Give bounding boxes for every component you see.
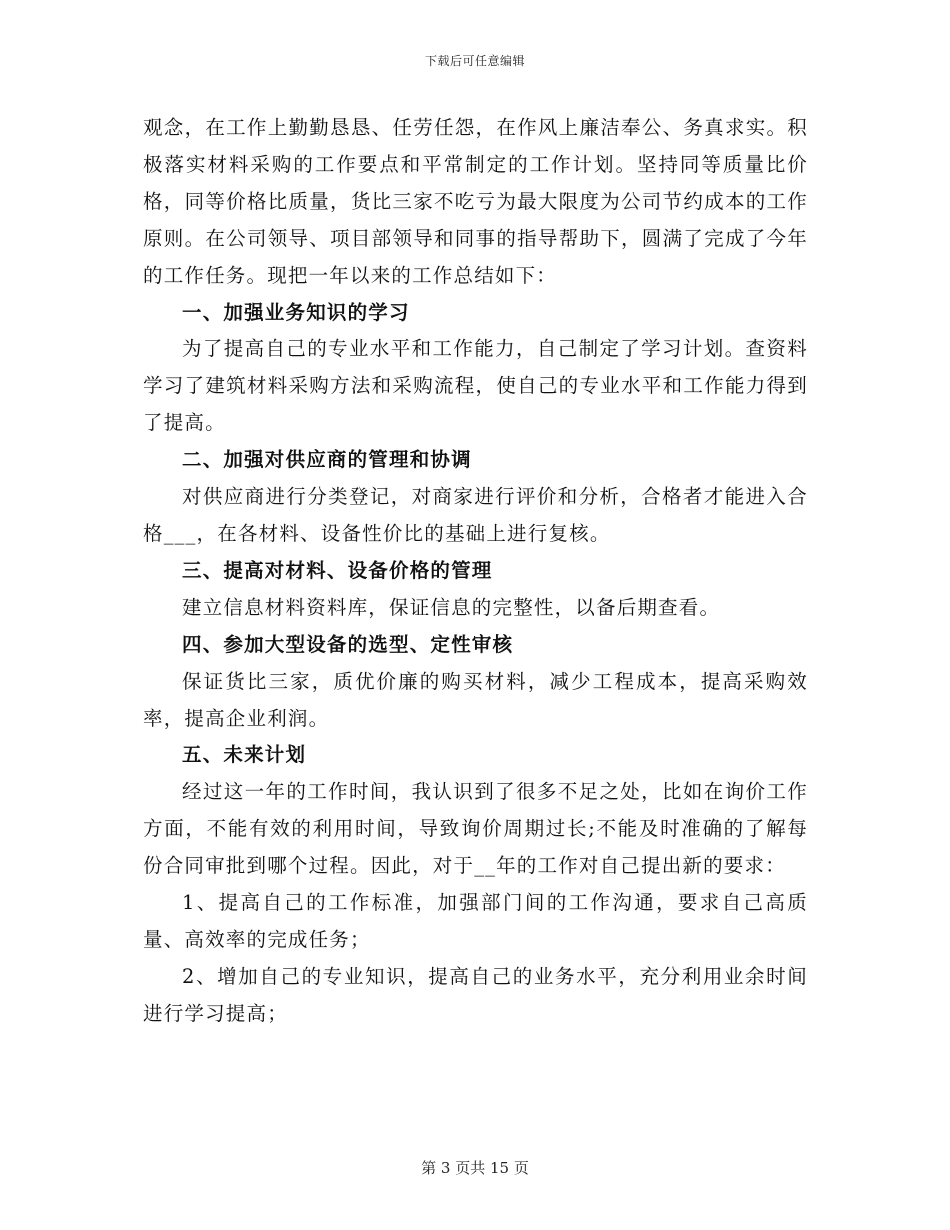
section-heading-4: 四、参加大型设备的选型、定性审核 xyxy=(182,632,514,656)
plan-item-1: 1、提高自己的工作标准，加强部门间的工作沟通，要求自己高质量、高效率的完成任务； xyxy=(143,891,808,951)
plan-item-2: 2、增加自己的专业知识，提高自己的业务水平，充分利用业余时间进行学习提高； xyxy=(143,964,808,1025)
section-paragraph-2: 对供应商进行分类登记，对商家进行评价和分析，合格者才能进入合格___，在各材料、设备性价比的基础上进行复核。 xyxy=(143,485,808,545)
section-paragraph-1: 为了提高自己的专业水平和工作能力，自己制定了学习计划。查资料学习了建筑材料采购方法和采购流程，使自己的专业水平和工作能力得到了提高。 xyxy=(143,337,808,435)
section-heading-5: 五、未来计划 xyxy=(182,743,307,767)
section-heading-2: 二、加强对供应商的管理和协调 xyxy=(182,448,472,472)
section-paragraph-3: 建立信息材料资料库，保证信息的完整性，以备后期查看。 xyxy=(182,595,721,619)
section-heading-3: 三、提高对材料、设备价格的管理 xyxy=(182,558,493,582)
page-number: 第 3 页共 15 页 xyxy=(421,1159,529,1177)
section-paragraph-4: 保证货比三家，质优价廉的购买材料，减少工程成本，提高采购效率，提高企业利润。 xyxy=(143,669,808,730)
page-header-note: 下载后可任意编辑 xyxy=(424,54,525,68)
section-heading-1: 一、加强业务知识的学习 xyxy=(182,300,410,324)
document-body xyxy=(143,110,808,1033)
section-paragraph-5: 经过这一年的工作时间，我认识到了很多不足之处，比如在询价工作方面，不能有效的利用时间，导致询价周期过长;不能及时准确的了解每份合同审批到哪个过程。因此，对于__年的工作对自己提出新的要求： xyxy=(143,780,808,878)
intro-paragraph: 观念，在工作上勤勤恳恳、任劳任怨，在作风上廉洁奉公、务真求实。积极落实材料采购的工作要点和平常制定的工作计划。坚持同等质量比价格，同等价格比质量，货比三家不吃亏为最大限度为公司节约成本的工作原则。在公司领导、项目部领导和同事的指导帮助下，圆满了完成了今年的工作任务。现把一年以来的工作总结如下： xyxy=(143,116,808,287)
